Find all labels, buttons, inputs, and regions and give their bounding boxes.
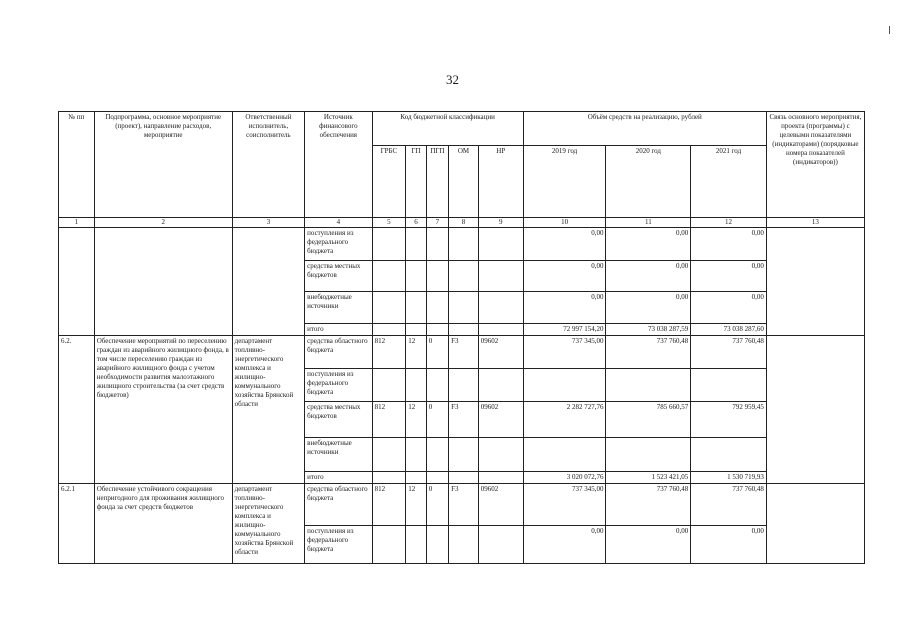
gp-cell: 12 xyxy=(406,336,426,369)
source-cell-total: итого xyxy=(305,324,372,336)
np-cell: 09602 xyxy=(478,336,523,369)
total-2020: 1 523 421,05 xyxy=(606,472,691,484)
col-num-9: 9 xyxy=(478,218,523,228)
value-2020: 737 760,48 xyxy=(606,484,691,526)
col-num-8: 8 xyxy=(449,218,479,228)
header-pgp: ПГП xyxy=(426,146,448,218)
value-2021: 0,00 xyxy=(691,261,767,292)
header-2019: 2019 год xyxy=(523,146,606,218)
value-2020: 0,00 xyxy=(606,292,691,324)
grbs-cell: 812 xyxy=(372,484,406,526)
header-np: НР xyxy=(478,146,523,218)
pgp-cell: 0 xyxy=(426,484,448,526)
col-num-5: 5 xyxy=(372,218,406,228)
np-cell: 09602 xyxy=(478,402,523,438)
budget-table xyxy=(58,111,865,564)
value-2021: 737 760,48 xyxy=(691,336,767,369)
gp-cell: 12 xyxy=(406,402,426,438)
cell-empty xyxy=(766,336,864,484)
source-cell: средства местных бюджетов xyxy=(305,261,372,292)
source-cell: средства областного бюджета xyxy=(305,336,372,369)
value-2021: 0,00 xyxy=(691,228,767,261)
value-2020: 0,00 xyxy=(606,261,691,292)
item-number: 6.2.1 xyxy=(59,484,95,564)
value-2020: 0,00 xyxy=(606,228,691,261)
grbs-cell: 812 xyxy=(372,402,406,438)
np-cell: 09602 xyxy=(478,484,523,526)
value-2020: 785 660,57 xyxy=(606,402,691,438)
gp-cell: 12 xyxy=(406,484,426,526)
table-row xyxy=(59,484,865,526)
col-num-3: 3 xyxy=(232,218,305,228)
value-2021: 737 760,48 xyxy=(691,484,767,526)
cell-empty xyxy=(766,484,864,564)
total-2019: 3 020 072,76 xyxy=(523,472,606,484)
header-2020: 2020 год xyxy=(606,146,691,218)
header-num: № пп xyxy=(59,112,95,218)
grbs-cell: 812 xyxy=(372,336,406,369)
value-2019: 0,00 xyxy=(523,526,606,564)
column-number-row xyxy=(59,218,865,228)
item-executor: департамент топливно-энергетического комплекса и жилищно-коммунального хозяйства Брянской области xyxy=(232,336,305,484)
value-2021: 0,00 xyxy=(691,292,767,324)
total-2019: 72 997 154,20 xyxy=(523,324,606,336)
header-subprogram: Подпрограмма, основное мероприятие (проект), направление расходов, мероприятие xyxy=(94,112,232,218)
pgp-cell: 0 xyxy=(426,336,448,369)
col-num-13: 13 xyxy=(766,218,864,228)
cell-empty xyxy=(232,228,305,336)
pgp-cell: 0 xyxy=(426,402,448,438)
source-cell: поступления из федерального бюджета xyxy=(305,228,372,261)
cell-empty xyxy=(94,228,232,336)
page-number: 32 xyxy=(446,72,459,87)
item-number: 6.2. xyxy=(59,336,95,484)
value-2020: 0,00 xyxy=(606,526,691,564)
value-2019: 2 282 727,76 xyxy=(523,402,606,438)
header-kbk: Код бюджетной классификации xyxy=(372,112,523,146)
source-cell: поступления из федерального бюджета xyxy=(305,369,372,402)
header-volume: Объём средств на реализацию, рублей xyxy=(523,112,766,146)
source-cell: внебюджетные источники xyxy=(305,438,372,472)
header-executor: Ответственный исполнитель, соисполнитель xyxy=(232,112,305,218)
header-source: Источник финансового обеспечения xyxy=(305,112,372,218)
value-2020: 737 760,48 xyxy=(606,336,691,369)
source-cell: средства местных бюджетов xyxy=(305,402,372,438)
item-executor: департамент топливно-энергетического комплекса и жилищно-коммунального хозяйства Брянской области xyxy=(232,484,305,564)
value-2019: 0,00 xyxy=(523,228,606,261)
cell-empty xyxy=(59,228,95,336)
header-gp: ГП xyxy=(406,146,426,218)
value-2019: 737 345,00 xyxy=(523,484,606,526)
om-cell: F3 xyxy=(449,336,479,369)
col-num-6: 6 xyxy=(406,218,426,228)
value-2019: 737 345,00 xyxy=(523,336,606,369)
table-row xyxy=(59,336,865,369)
header-row-1 xyxy=(59,112,865,146)
header-grbs: ГРБС xyxy=(372,146,406,218)
col-num-2: 2 xyxy=(94,218,232,228)
source-cell: внебюджетные источники xyxy=(305,292,372,324)
value-2021: 792 959,45 xyxy=(691,402,767,438)
total-2021: 1 530 719,93 xyxy=(691,472,767,484)
value-2019: 0,00 xyxy=(523,292,606,324)
col-num-4: 4 xyxy=(305,218,372,228)
header-om: ОМ xyxy=(449,146,479,218)
col-num-12: 12 xyxy=(691,218,767,228)
source-cell: поступления из федерального бюджета xyxy=(305,526,372,564)
om-cell: F3 xyxy=(449,484,479,526)
value-2019: 0,00 xyxy=(523,261,606,292)
total-2021: 73 038 287,60 xyxy=(691,324,767,336)
col-num-11: 11 xyxy=(606,218,691,228)
total-2020: 73 038 287,59 xyxy=(606,324,691,336)
edge-mark xyxy=(889,26,890,34)
source-cell: средства областного бюджета xyxy=(305,484,372,526)
header-2021: 2021 год xyxy=(691,146,767,218)
table-row xyxy=(59,228,865,261)
cell-empty xyxy=(766,228,864,336)
col-num-1: 1 xyxy=(59,218,95,228)
source-cell-total: итого xyxy=(305,472,372,484)
item-name: Обеспечение устойчивого сокращения непригодного для проживания жилищного фонда за счет средств бюджетов xyxy=(94,484,232,564)
item-name: Обеспечение мероприятий по переселению граждан из аварийного жилищного фонда, в том числе переселению граждан из аварийного жилищного фонда с учетом необходимости развития малоэтажного жилищного строительства (за счет средств бюджетов) xyxy=(94,336,232,484)
col-num-10: 10 xyxy=(523,218,606,228)
header-link: Связь основного мероприятия, проекта (программы) с целевыми показателями (индикаторами) (порядковые номера показателей (индикаторов)) xyxy=(766,112,864,218)
col-num-7: 7 xyxy=(426,218,448,228)
om-cell: F3 xyxy=(449,402,479,438)
value-2021: 0,00 xyxy=(691,526,767,564)
